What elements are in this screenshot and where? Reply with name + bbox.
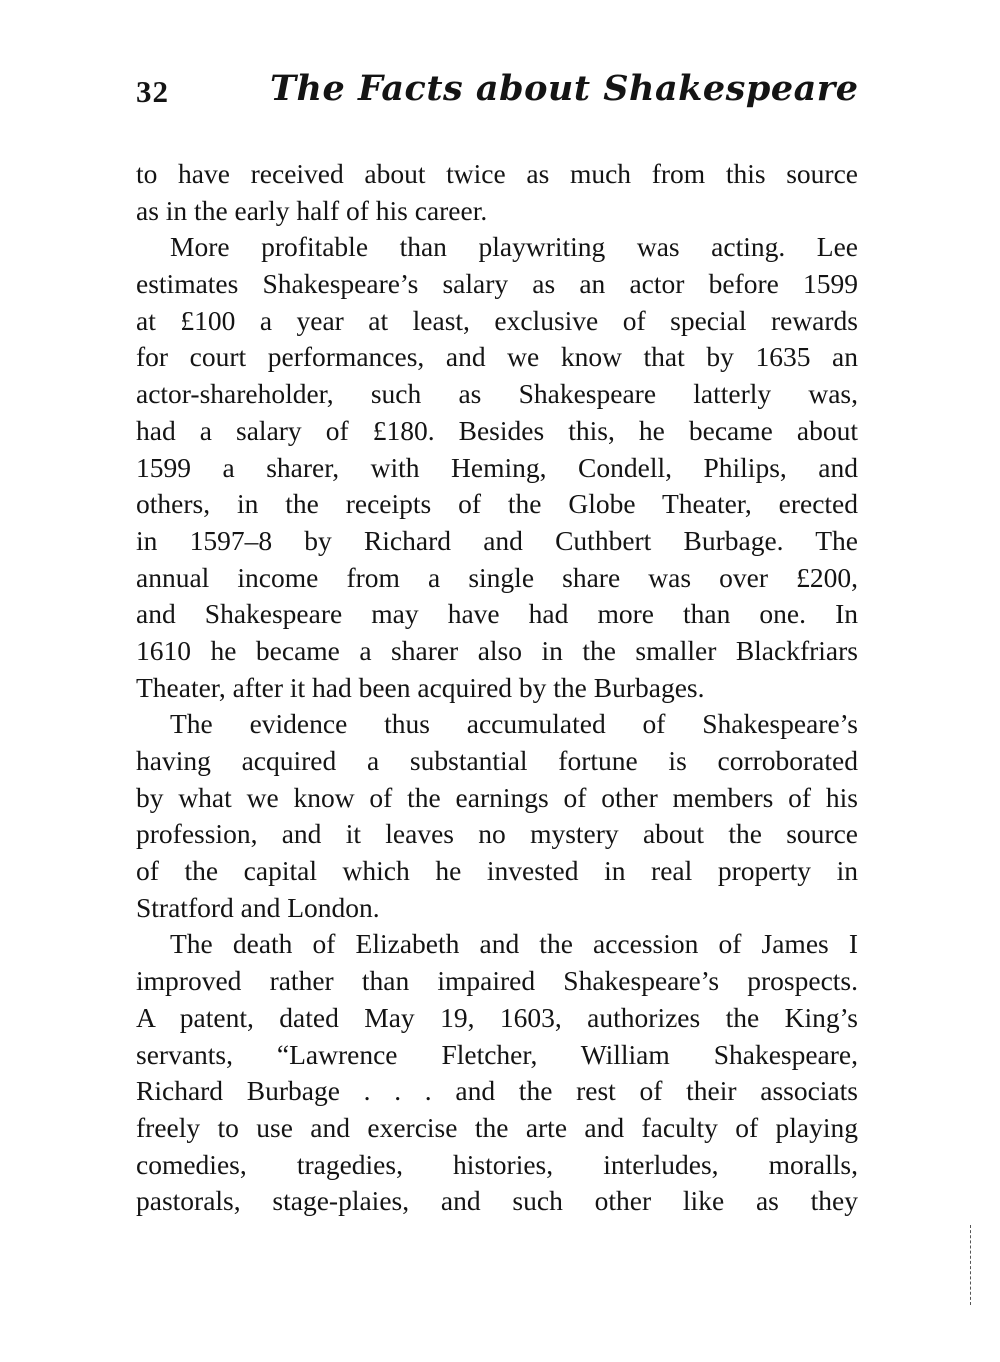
page-number: 32	[136, 74, 169, 109]
text-line: actor-shareholder, such as Shakespeare latterly was,	[136, 378, 858, 410]
body-text	[136, 156, 858, 1220]
text-line: 1599 a sharer, with Heming, Condell, Philips, and	[136, 451, 858, 483]
text-line: A patent, dated May 19, 1603, authorizes the King’s	[136, 1001, 858, 1033]
text-line: at £100 a year at least, exclusive of special rewards	[136, 304, 858, 336]
text-line: by what we know of the earnings of other members of his	[136, 781, 858, 813]
text-line: to have received about twice as much from this source	[136, 158, 858, 189]
scan-edge-mark	[970, 1225, 972, 1305]
text-line: Stratford and London.	[136, 891, 380, 923]
text-line: estimates Shakespeare’s salary as an actor before 1599	[136, 268, 858, 300]
text-line: having acquired a substantial fortune is corroborated	[136, 745, 858, 776]
text-line: pastorals, stage-plaies, and such other like as they	[136, 1185, 858, 1217]
text-line: in 1597–8 by Richard and Cuthbert Burbage. The	[136, 524, 858, 556]
running-title: The Facts about Shakespeare	[270, 68, 859, 109]
text-line: of the capital which he invested in real property in	[136, 855, 858, 887]
text-line: had a salary of £180. Besides this, he became about	[136, 414, 858, 446]
text-line: as in the early half of his career.	[136, 194, 488, 226]
text-line: The evidence thus accumulated of Shakespeare’s	[170, 708, 858, 740]
text-line: annual income from a single share was over £200,	[136, 561, 858, 593]
text-line: Theater, after it had been acquired by the Burbages.	[136, 671, 705, 703]
text-line: improved rather than impaired Shakespeare’s prospects.	[136, 965, 858, 997]
text-line: More profitable than playwriting was acting. Lee	[170, 231, 858, 263]
text-line: others, in the receipts of the Globe Theater, erected	[136, 488, 858, 520]
text-line: profession, and it leaves no mystery about the source	[136, 818, 858, 850]
text-line: The death of Elizabeth and the accession of James I	[170, 928, 858, 960]
text-line: for court performances, and we know that by 1635 an	[136, 341, 858, 373]
text-line: Richard Burbage . . . and the rest of their associats	[136, 1075, 858, 1107]
text-line: freely to use and exercise the arte and faculty of playing	[136, 1111, 858, 1143]
text-line: servants, “Lawrence Fletcher, William Shakespeare,	[136, 1038, 858, 1070]
text-line: and Shakespeare may have had more than one. In	[136, 598, 858, 630]
text-line: comedies, tragedies, histories, interludes, moralls,	[136, 1148, 858, 1180]
text-line: 1610 he became a sharer also in the smaller Blackfriars	[136, 634, 858, 666]
